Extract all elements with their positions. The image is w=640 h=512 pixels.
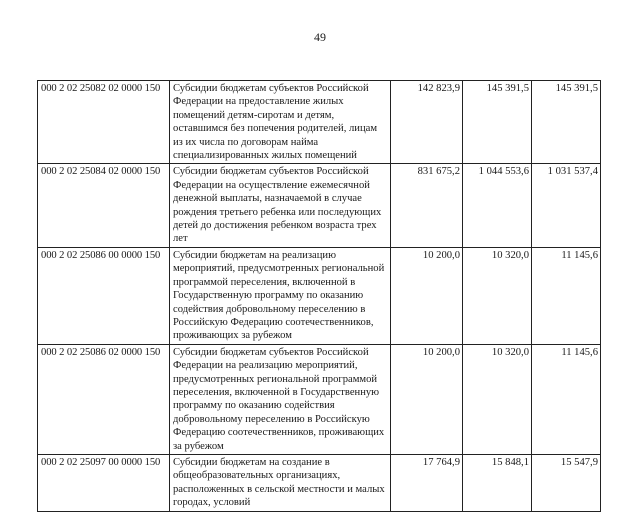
amount-cell-year1: 142 823,9 (391, 81, 463, 164)
amount-cell-year3: 145 391,5 (532, 81, 601, 164)
amount-cell-year2: 145 391,5 (463, 81, 532, 164)
description-cell: Субсидии бюджетам субъектов Российской Федерации на реализацию мероприятий, предусмотренных региональной программой переселения, включенной в Государственную программу по оказанию содействия добровольному переселению в Российскую Федерацию соотечественников, проживающих за рубежом (170, 344, 391, 454)
amount-cell-year2: 15 848,1 (463, 454, 532, 511)
amount-cell-year3: 11 145,6 (532, 247, 601, 344)
table-row (38, 344, 601, 454)
budget-code-cell: 000 2 02 25084 02 0000 150 (38, 164, 170, 247)
description-cell: Субсидии бюджетам субъектов Российской Федерации на осуществление ежемесячной денежной выплаты, назначаемой в случае рождения третьего ребенка или последующих детей до достижения ребенком возраста трех лет (170, 164, 391, 247)
budget-code-cell: 000 2 02 25086 00 0000 150 (38, 247, 170, 344)
amount-cell-year1: 17 764,9 (391, 454, 463, 511)
amount-cell-year2: 10 320,0 (463, 247, 532, 344)
amount-cell-year3: 1 031 537,4 (532, 164, 601, 247)
table-row (38, 81, 601, 164)
description-cell: Субсидии бюджетам субъектов Российской Федерации на предоставление жилых помещений детям-сиротам и детям, оставшимся без попечения родителей, лицам из их числа по договорам найма специализированных жилых помещений (170, 81, 391, 164)
table-row (38, 454, 601, 511)
table-row (38, 164, 601, 247)
amount-cell-year1: 10 200,0 (391, 344, 463, 454)
amount-cell-year2: 10 320,0 (463, 344, 532, 454)
table-row (38, 247, 601, 344)
description-cell: Субсидии бюджетам на реализацию мероприятий, предусмотренных региональной программой переселения, включенной в Государственную программу по оказанию содействия добровольному переселению в Российскую Федерацию соотечественников, проживающих за рубежом (170, 247, 391, 344)
amount-cell-year3: 15 547,9 (532, 454, 601, 511)
amount-cell-year1: 831 675,2 (391, 164, 463, 247)
budget-code-cell: 000 2 02 25086 02 0000 150 (38, 344, 170, 454)
page-number: 49 (314, 30, 326, 44)
budget-code-cell: 000 2 02 25097 00 0000 150 (38, 454, 170, 511)
amount-cell-year1: 10 200,0 (391, 247, 463, 344)
budget-table (37, 80, 601, 512)
amount-cell-year2: 1 044 553,6 (463, 164, 532, 247)
budget-code-cell: 000 2 02 25082 02 0000 150 (38, 81, 170, 164)
amount-cell-year3: 11 145,6 (532, 344, 601, 454)
description-cell: Субсидии бюджетам на создание в общеобразовательных организациях, расположенных в сельской местности и малых городах, условий (170, 454, 391, 511)
